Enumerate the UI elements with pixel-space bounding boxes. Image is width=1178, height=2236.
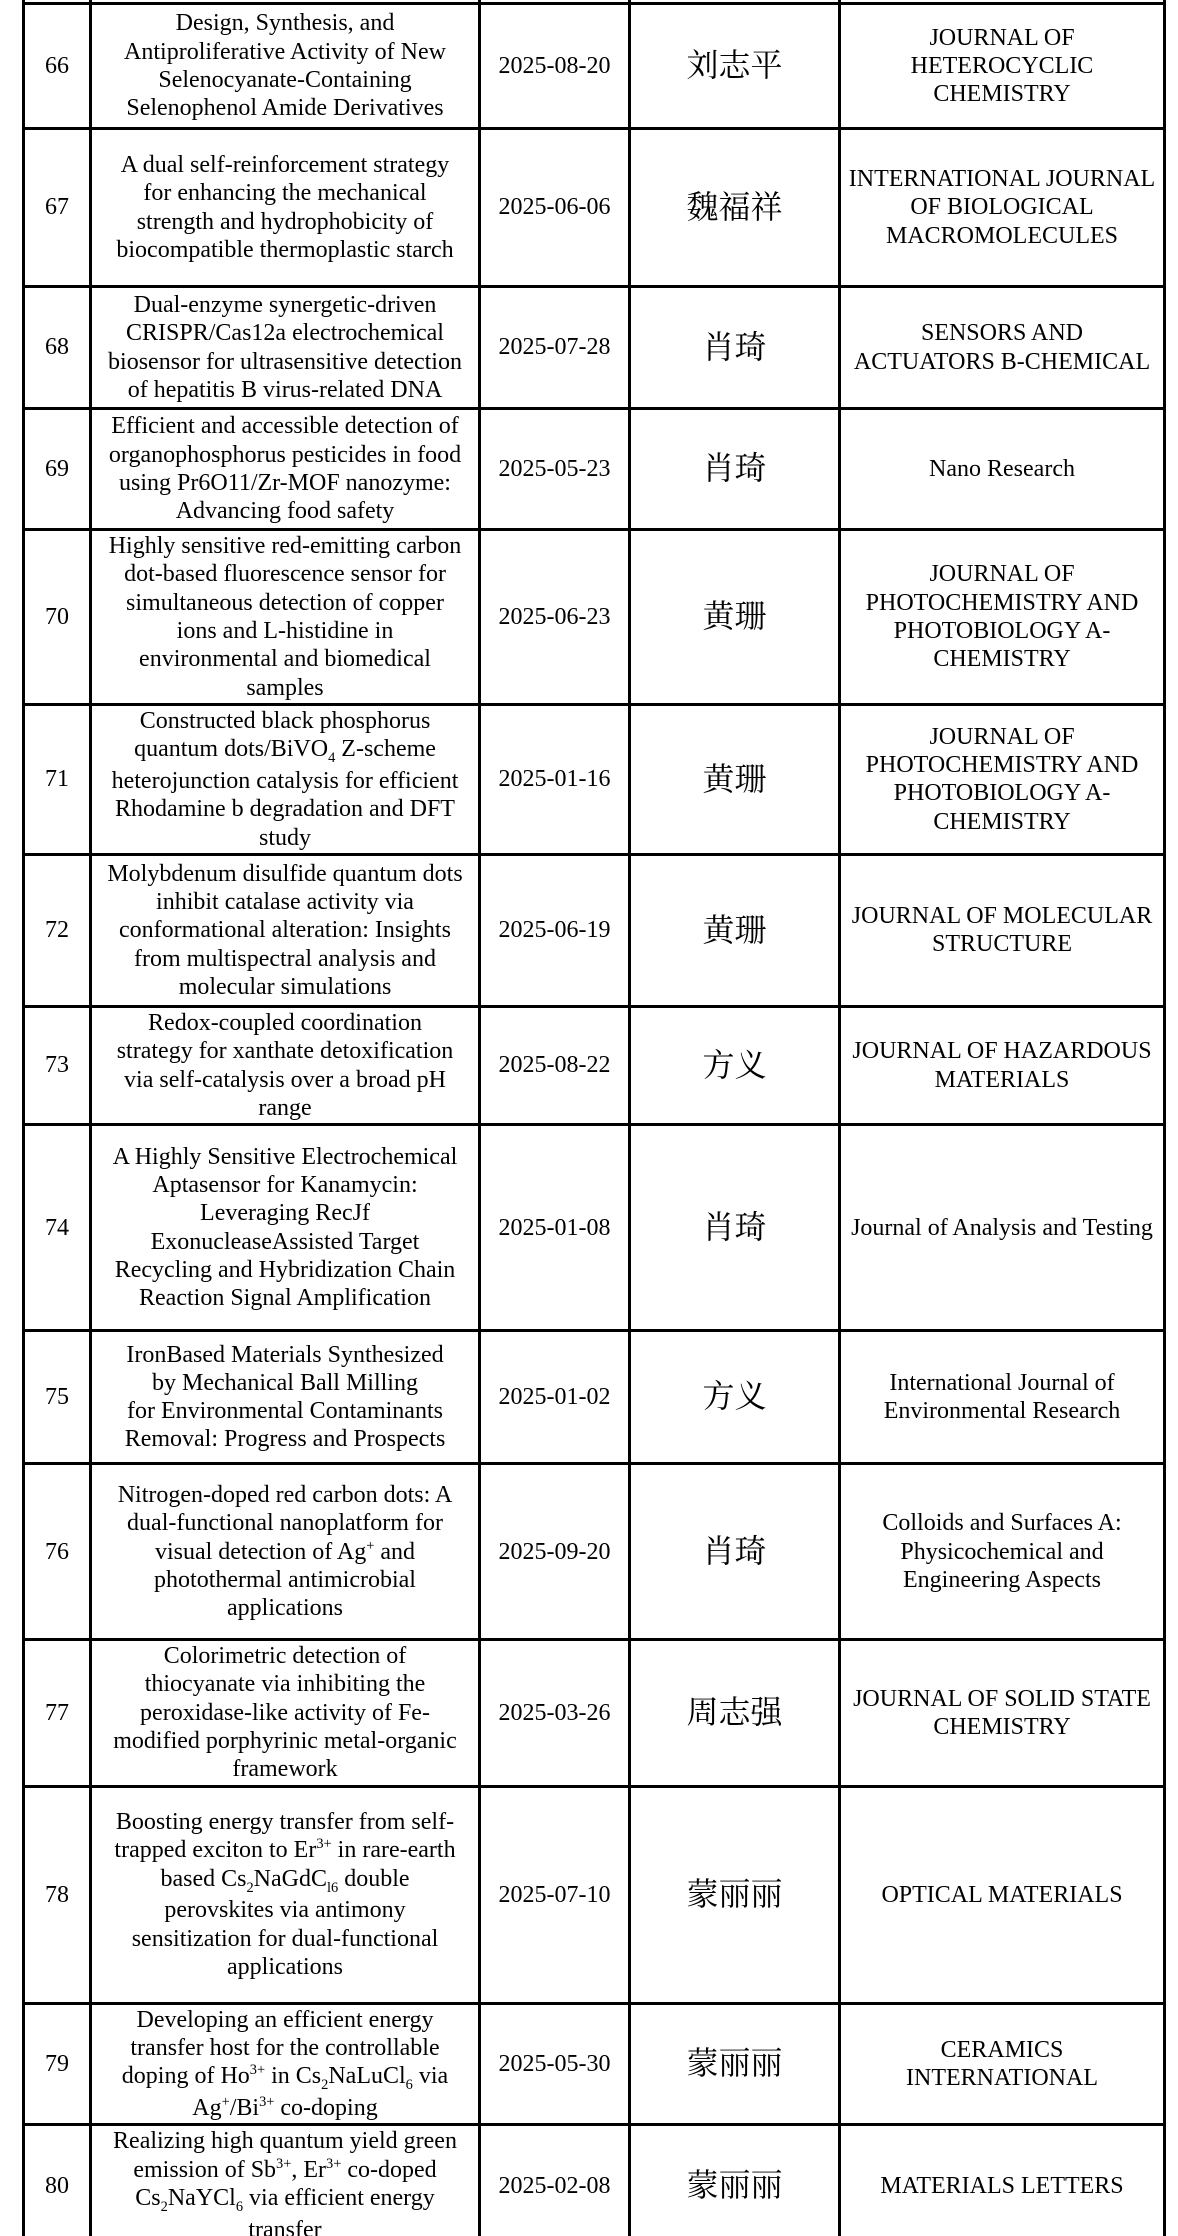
date-cell: 2025-07-10 (480, 1786, 630, 2003)
author-cell: 蒙丽丽 (630, 2003, 840, 2125)
author-cell: 黄珊 (630, 704, 840, 854)
date-cell: 2025-08-20 (480, 4, 630, 129)
journal-cell: Journal of Analysis and Testing (840, 1125, 1165, 1331)
row-number-cell: 67 (24, 129, 91, 287)
title-cell: Design, Synthesis, and Antiproliferative Activity of New Selenocyanate-Containing Selenophenol Amide Derivatives (91, 4, 480, 129)
date-cell: 2025-01-16 (480, 704, 630, 854)
row-number-cell: 74 (24, 1125, 91, 1331)
journal-cell: Nano Research (840, 409, 1165, 530)
publications-table (22, 0, 1166, 2236)
row-number-cell: 76 (24, 1464, 91, 1640)
journal-cell: JOURNAL OF PHOTOCHEMISTRY AND PHOTOBIOLOGY A- CHEMISTRY (840, 530, 1165, 705)
date-cell: 2025-01-02 (480, 1331, 630, 1464)
journal-cell: International Journal of Environmental Research (840, 1331, 1165, 1464)
row-number-cell: 77 (24, 1640, 91, 1787)
journal-cell: JOURNAL OF HETEROCYCLIC CHEMISTRY (840, 4, 1165, 129)
author-cell: 肖琦 (630, 287, 840, 409)
table-row (24, 1640, 1165, 1787)
table-row (24, 1006, 1165, 1124)
table-row (24, 704, 1165, 854)
journal-cell: JOURNAL OF HAZARDOUS MATERIALS (840, 1006, 1165, 1124)
row-number-cell: 70 (24, 530, 91, 705)
date-cell: 2025-09-20 (480, 1464, 630, 1640)
table-row (24, 2125, 1165, 2236)
date-cell: 2025-07-28 (480, 287, 630, 409)
journal-cell: JOURNAL OF MOLECULAR STRUCTURE (840, 854, 1165, 1006)
title-cell: Molybdenum disulfide quantum dots inhibit catalase activity via conformational alteration: Insights from multispectral analysis and molecular simulations (91, 854, 480, 1006)
table-row (24, 1464, 1165, 1640)
author-cell: 黄珊 (630, 854, 840, 1006)
table-row (24, 287, 1165, 409)
title-cell: Efficient and accessible detection of organophosphorus pesticides in food using Pr6O11/Zr-MOF nanozyme: Advancing food safety (91, 409, 480, 530)
journal-cell: INTERNATIONAL JOURNAL OF BIOLOGICAL MACROMOLECULES (840, 129, 1165, 287)
author-cell: 蒙丽丽 (630, 1786, 840, 2003)
date-cell: 2025-01-08 (480, 1125, 630, 1331)
row-number-cell: 80 (24, 2125, 91, 2236)
date-cell: 2025-06-23 (480, 530, 630, 705)
table-row (24, 1786, 1165, 2003)
date-cell: 2025-06-06 (480, 129, 630, 287)
title-cell: Nitrogen-doped red carbon dots: A dual-functional nanoplatform for visual detection of Ag+ and photothermal antimicrobial applications (91, 1464, 480, 1640)
title-cell: Redox-coupled coordination strategy for xanthate detoxification via self-catalysis over a broad pH range (91, 1006, 480, 1124)
publications-table-body (24, 0, 1165, 2236)
table-row (24, 530, 1165, 705)
author-cell: 刘志平 (630, 4, 840, 129)
title-cell: A dual self-reinforcement strategy for enhancing the mechanical strength and hydrophobicity of biocompatible thermoplastic starch (91, 129, 480, 287)
table-row (24, 854, 1165, 1006)
date-cell: 2025-03-26 (480, 1640, 630, 1787)
author-cell: 方义 (630, 1331, 840, 1464)
row-number-cell: 71 (24, 704, 91, 854)
title-cell: A Highly Sensitive Electrochemical Aptasensor for Kanamycin: Leveraging RecJf ExonucleaseAssisted Target Recycling and Hybridization Chain Reaction Signal Amplification (91, 1125, 480, 1331)
title-cell: Boosting energy transfer from self- trapped exciton to $Er^{3+}$ in rare-earth based $Cs_2NaGdC_{l6}$ double perovskites via antimony sensitization for dual-functional applications (91, 1786, 480, 2003)
date-cell: 2025-05-23 (480, 409, 630, 530)
table-row (24, 1331, 1165, 1464)
table-row (24, 2003, 1165, 2125)
journal-cell: SENSORS AND ACTUATORS B-CHEMICAL (840, 287, 1165, 409)
journal-cell: Colloids and Surfaces A: Physicochemical and Engineering Aspects (840, 1464, 1165, 1640)
date-cell: 2025-05-30 (480, 2003, 630, 2125)
author-cell: 黄珊 (630, 530, 840, 705)
date-cell: 2025-06-19 (480, 854, 630, 1006)
journal-cell: OPTICAL MATERIALS (840, 1786, 1165, 2003)
author-cell: 肖琦 (630, 409, 840, 530)
title-cell: IronBased Materials Synthesized by Mechanical Ball Milling for Environmental Contaminants Removal: Progress and Prospects (91, 1331, 480, 1464)
journal-cell: CERAMICS INTERNATIONAL (840, 2003, 1165, 2125)
title-cell: Highly sensitive red-emitting carbon dot-based fluorescence sensor for simultaneous detection of copper ions and L-histidine in environmental and biomedical samples (91, 530, 480, 705)
date-cell: 2025-08-22 (480, 1006, 630, 1124)
table-row (24, 409, 1165, 530)
row-number-cell: 69 (24, 409, 91, 530)
title-cell: Colorimetric detection of thiocyanate via inhibiting the peroxidase-like activity of Fe- modified porphyrinic metal-organic framework (91, 1640, 480, 1787)
author-cell: 蒙丽丽 (630, 2125, 840, 2236)
author-cell: 肖琦 (630, 1464, 840, 1640)
row-number-cell: 79 (24, 2003, 91, 2125)
table-row (24, 129, 1165, 287)
row-number-cell: 66 (24, 4, 91, 129)
row-number-cell: 78 (24, 1786, 91, 2003)
title-cell: Dual-enzyme synergetic-driven CRISPR/Cas12a electrochemical biosensor for ultrasensitive detection of hepatitis B virus-related DNA (91, 287, 480, 409)
author-cell: 周志强 (630, 1640, 840, 1787)
author-cell: 魏福祥 (630, 129, 840, 287)
journal-cell: JOURNAL OF PHOTOCHEMISTRY AND PHOTOBIOLOGY A- CHEMISTRY (840, 704, 1165, 854)
table-row (24, 1125, 1165, 1331)
row-number-cell: 73 (24, 1006, 91, 1124)
table-row (24, 4, 1165, 129)
author-cell: 肖琦 (630, 1125, 840, 1331)
row-number-cell: 72 (24, 854, 91, 1006)
journal-cell: JOURNAL OF SOLID STATE CHEMISTRY (840, 1640, 1165, 1787)
title-cell: Developing an efficient energy transfer host for the controllable doping of $Ho^{3+}$ in $Cs_2NaLuCl_6$ via $Ag^+/Bi^{3+}$ co-doping (91, 2003, 480, 2125)
row-number-cell: 75 (24, 1331, 91, 1464)
journal-cell: MATERIALS LETTERS (840, 2125, 1165, 2236)
title-cell: Realizing high quantum yield green emission of $Sb^{3+}$, $Er^{3+}$ co-doped $Cs_2NaYCl_6$ via efficient energy transfer (91, 2125, 480, 2236)
title-cell: Constructed black phosphorus quantum dots/BiVO$_4$ Z-scheme heterojunction catalysis for efficient Rhodamine b degradation and DFT study (91, 704, 480, 854)
date-cell: 2025-02-08 (480, 2125, 630, 2236)
author-cell: 方义 (630, 1006, 840, 1124)
row-number-cell: 68 (24, 287, 91, 409)
